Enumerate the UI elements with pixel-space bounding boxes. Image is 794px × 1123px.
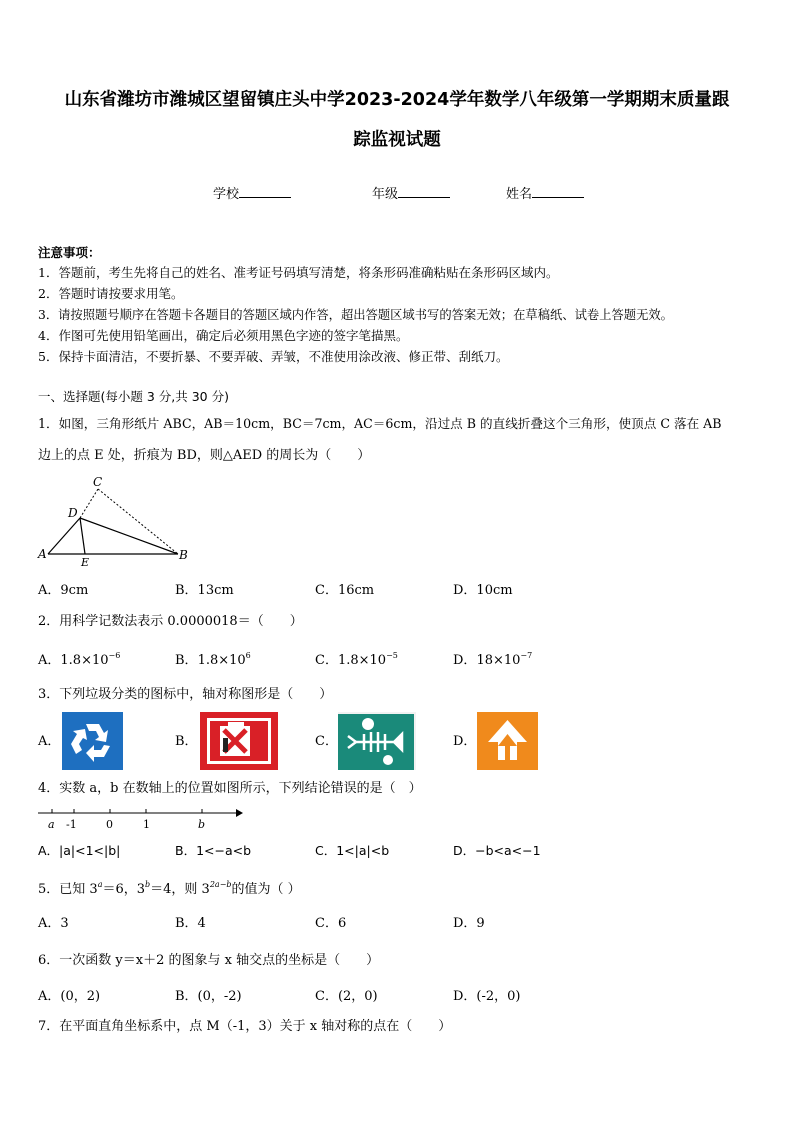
- label-b: B: [179, 548, 188, 562]
- axis-label-1: 1: [143, 818, 150, 831]
- q3-option-c-letter[interactable]: C．: [315, 734, 338, 749]
- q1-option-a[interactable]: A．9cm: [38, 583, 89, 598]
- q1-triangle-figure: [36, 476, 188, 566]
- name-blank[interactable]: [532, 186, 584, 198]
- school-label: 学校: [213, 187, 240, 202]
- option-exponent: −6: [108, 651, 121, 660]
- q5-stem-part: 5．已知 3: [38, 882, 98, 897]
- kitchen-waste-icon[interactable]: [338, 712, 416, 770]
- q6-stem: 6．一次函数 y＝x＋2 的图象与 x 轴交点的坐标是（ ）: [38, 953, 380, 968]
- option-letter: D．: [453, 653, 477, 668]
- q6-option-c[interactable]: C．(2，0): [315, 989, 378, 1004]
- axis-label-neg1: -1: [66, 818, 77, 831]
- q5-exponent-a: a: [97, 880, 103, 889]
- label-c: C: [93, 476, 103, 489]
- q4-stem: 4．实数 a，b 在数轴上的位置如图所示，下列结论错误的是（ ）: [38, 781, 422, 796]
- option-base: 1.8×10: [197, 653, 246, 668]
- q6-option-b[interactable]: B．(0，-2): [175, 989, 242, 1004]
- grade-blank[interactable]: [398, 186, 450, 198]
- option-letter: B．: [175, 653, 198, 668]
- q3-option-b-letter[interactable]: B．: [175, 734, 198, 749]
- q1-option-b[interactable]: B．13cm: [175, 583, 234, 598]
- q3-option-d-letter[interactable]: D．: [453, 734, 477, 749]
- notice-item-4: 4．作图可先使用铅笔画出，确定后必须用黑色字迹的签字笔描黑。: [38, 328, 409, 343]
- q2-option-d[interactable]: [453, 652, 532, 667]
- recycle-icon[interactable]: [62, 712, 123, 770]
- q5-stem-part: ＝6，3: [102, 882, 146, 897]
- option-letter: A．: [38, 653, 61, 668]
- q7-stem: 7．在平面直角坐标系中，点 M（-1，3）关于 x 轴对称的点在（ ）: [38, 1019, 452, 1034]
- page-title: 山东省潍坊市潍城区望留镇庄头中学2023-2024学年数学八年级第一学期期末质量跟: [64, 90, 730, 110]
- other-waste-icon[interactable]: [477, 712, 538, 770]
- q5-option-d[interactable]: D．9: [453, 916, 485, 931]
- q5-option-a[interactable]: A．3: [38, 916, 69, 931]
- q5-stem-part: 的值为（ ）: [231, 882, 301, 897]
- axis-label-b: b: [198, 818, 206, 831]
- option-base: 18×10: [476, 653, 521, 668]
- axis-label-0: 0: [106, 818, 113, 831]
- q1-stem-line2: 边上的点 E 处，折痕为 BD，则△AED 的周长为（ ）: [38, 448, 371, 463]
- name-label: 姓名: [506, 187, 533, 202]
- option-exponent: −5: [386, 651, 398, 660]
- q5-stem-part: ＝4，则 3: [150, 882, 210, 897]
- q3-option-a-letter[interactable]: A．: [38, 734, 61, 749]
- q6-option-a[interactable]: A．(0，2): [38, 989, 101, 1004]
- q2-stem: 2．用科学记数法表示 0.0000018＝（ ）: [38, 614, 303, 629]
- q1-option-c[interactable]: C．16cm: [315, 583, 375, 598]
- q4-option-c[interactable]: C．1<|a|<b: [315, 843, 390, 858]
- q6-option-d[interactable]: D．(-2，0): [453, 989, 521, 1004]
- section-heading: 一、选择题(每小题 3 分,共 30 分): [38, 389, 229, 404]
- label-d: D: [68, 506, 78, 520]
- name-field: [506, 183, 584, 202]
- q1-stem-line1: 1．如图，三角形纸片 ABC，AB＝10cm，BC＝7cm，AC＝6cm，沿过点 B 的直线折叠这个三角形，使顶点 C 落在 AB: [38, 416, 722, 431]
- q4-option-d[interactable]: D．−b<a<−1: [453, 843, 541, 858]
- grade-label: 年级: [372, 187, 399, 202]
- notice-item-1: 1．答题前，考生先将自己的姓名、准考证号码填写清楚，将条形码准确粘贴在条形码区域内。: [38, 265, 559, 280]
- q4-option-a[interactable]: A．|a|<1<|b|: [38, 843, 121, 858]
- q5-exponent-c: 2a−b: [209, 880, 232, 889]
- notice-item-2: 2．答题时请按要求用笔。: [38, 286, 184, 301]
- axis-label-a: a: [48, 818, 55, 831]
- q2-option-c[interactable]: [315, 652, 398, 667]
- school-field: [213, 183, 291, 202]
- option-base: 1.8×10: [60, 653, 109, 668]
- grade-field: [372, 183, 450, 202]
- q2-option-b[interactable]: [175, 652, 251, 667]
- label-e: E: [81, 556, 90, 566]
- q5-stem: [38, 881, 301, 896]
- q5-exponent-b: b: [145, 880, 151, 889]
- option-exponent: −7: [520, 651, 533, 660]
- q3-stem: 3．下列垃圾分类的图标中，轴对称图形是（ ）: [38, 687, 333, 702]
- q5-option-c[interactable]: C．6: [315, 916, 347, 931]
- label-a: A: [38, 547, 47, 561]
- q5-option-b[interactable]: B．4: [175, 916, 206, 931]
- q4-option-b[interactable]: B．1<−a<b: [175, 843, 252, 858]
- notice-item-3: 3．请按照题号顺序在答题卡各题目的答题区域内作答，超出答题区域书写的答案无效；在草稿纸、试卷上答题无效。: [38, 308, 673, 322]
- option-exponent: 6: [245, 651, 251, 660]
- hazardous-waste-icon[interactable]: [200, 712, 278, 770]
- page-title-line2: 踪监视试题: [353, 130, 441, 150]
- option-base: 1.8×10: [337, 653, 387, 668]
- school-blank[interactable]: [239, 186, 291, 198]
- q4-number-line: [36, 806, 246, 832]
- option-letter: C．: [315, 653, 338, 668]
- q1-option-d[interactable]: D．10cm: [453, 583, 513, 598]
- notice-heading: 注意事项：: [38, 245, 101, 260]
- q2-option-a[interactable]: [38, 652, 120, 667]
- notice-item-5: 5．保持卡面清洁，不要折暴、不要弄破、弄皱，不准使用涂改液、修正带、刮纸刀。: [38, 349, 509, 364]
